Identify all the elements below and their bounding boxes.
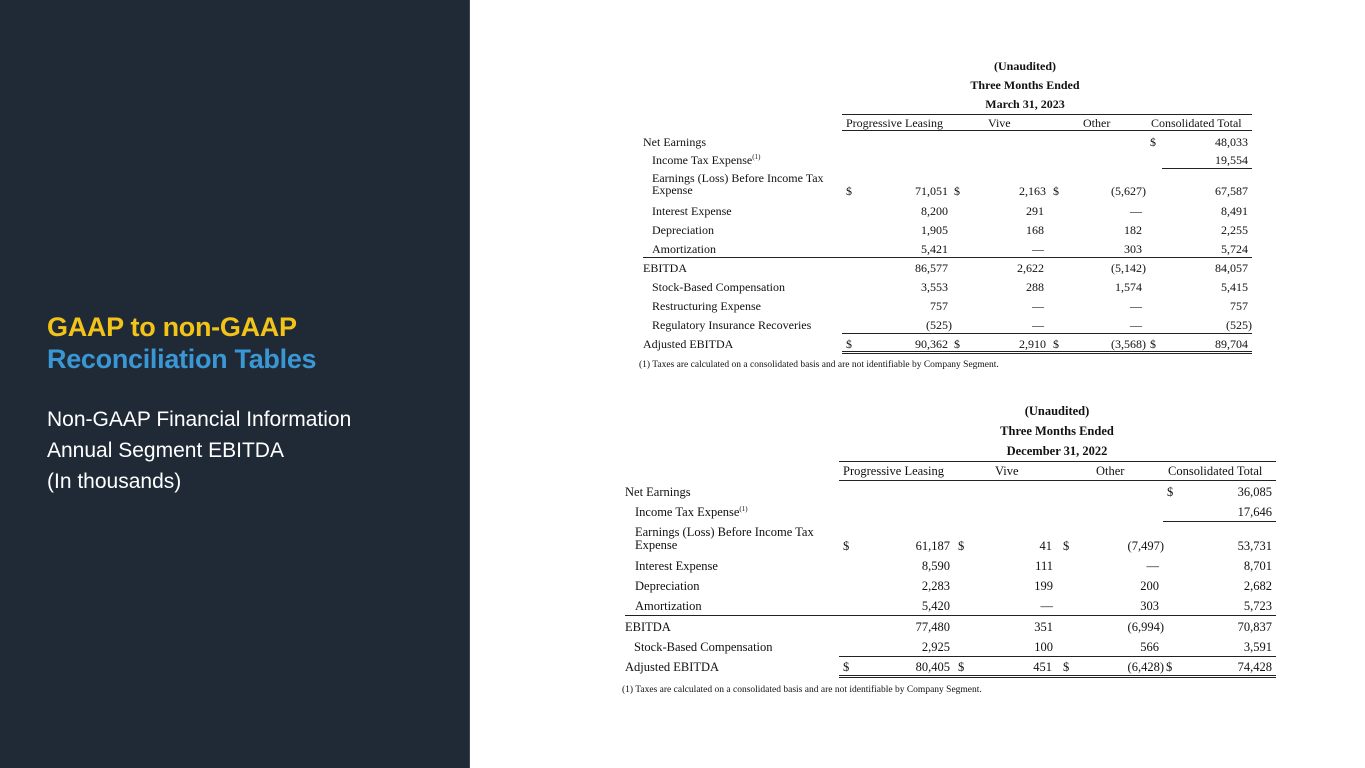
t2-col-other: Other (1096, 464, 1125, 478)
cell-vive: 100 (1034, 640, 1053, 654)
cell-progressive: 5,420 (921, 599, 950, 613)
row-label: Stock-Based Compensation (634, 640, 773, 654)
row-label-line1: Earnings (Loss) Before Income Tax (635, 525, 814, 539)
t2-footnote: (1) Taxes are calculated on a consolidated basis and are not identifiable by Company Segment. (622, 685, 982, 695)
t1-col-progressive: Progressive Leasing (846, 116, 943, 130)
row-label: Regulatory Insurance Recoveries (652, 318, 812, 332)
cell-other: (5,627) (1111, 184, 1146, 198)
row-label: Net Earnings (625, 485, 691, 499)
row-label: EBITDA (643, 261, 687, 275)
dollar-sign: $ (958, 539, 965, 553)
cell-vive: — (1032, 242, 1044, 256)
dollar-sign: $ (846, 337, 852, 351)
cell-vive: — (1032, 299, 1044, 313)
row-label: Depreciation (635, 579, 700, 593)
cell-progressive: 757 (930, 299, 948, 313)
cell-progressive: 71,051 (915, 184, 948, 198)
t1-col-vive: Vive (988, 116, 1011, 130)
footnote-marker: (1) (752, 153, 761, 161)
dollar-sign: $ (1150, 337, 1156, 351)
subtitle-line-3: (In thousands) (47, 470, 182, 493)
cell-total: 67,587 (1215, 184, 1248, 198)
cell-vive: 199 (1034, 579, 1053, 593)
cell-total: 74,428 (1237, 660, 1272, 674)
cell-total: 84,057 (1215, 261, 1248, 275)
cell-total: 8,701 (1243, 559, 1272, 573)
dollar-sign: $ (843, 539, 850, 553)
cell-progressive: 2,925 (921, 640, 950, 654)
cell-total: 3,591 (1243, 640, 1272, 654)
t1-col-total: Consolidated Total (1151, 116, 1242, 130)
cell-vive: 168 (1026, 223, 1044, 237)
t2-header-unaudited: (Unaudited) (1024, 404, 1090, 418)
cell-total: 2,255 (1221, 223, 1248, 237)
cell-vive: 2,910 (1019, 337, 1046, 351)
row-label: Interest Expense (652, 204, 732, 218)
cell-other: 1,574 (1115, 280, 1142, 294)
cell-progressive: (525) (926, 318, 952, 332)
cell-progressive: 2,283 (921, 579, 950, 593)
cell-other: (6,428) (1127, 660, 1164, 674)
dollar-sign: $ (843, 660, 850, 674)
cell-progressive: 80,405 (915, 660, 950, 674)
t1-header-period: Three Months Ended (970, 78, 1080, 92)
row-label: Adjusted EBITDA (643, 337, 734, 351)
t1-header-date: March 31, 2023 (985, 97, 1065, 111)
cell-other: 303 (1140, 599, 1159, 613)
cell-other: 182 (1124, 223, 1142, 237)
subtitle-line-2: Annual Segment EBITDA (47, 439, 284, 462)
row-label: Amortization (635, 599, 702, 613)
t2-col-vive: Vive (995, 464, 1019, 478)
row-label-line2: Expense (635, 538, 678, 552)
cell-total: 17,646 (1237, 505, 1272, 519)
dollar-sign: $ (1166, 660, 1173, 674)
cell-vive: — (1032, 318, 1044, 332)
cell-total: 2,682 (1243, 579, 1272, 593)
row-label-line1: Earnings (Loss) Before Income Tax (652, 171, 824, 185)
cell-vive: 451 (1033, 660, 1052, 674)
cell-total: 5,724 (1221, 242, 1248, 256)
cell-total: 36,085 (1237, 485, 1272, 499)
cell-other: — (1130, 299, 1142, 313)
dollar-sign: $ (1053, 337, 1059, 351)
cell-vive: 111 (1035, 559, 1053, 573)
row-label: Interest Expense (635, 559, 718, 573)
dollar-sign: $ (954, 337, 960, 351)
row-label: Depreciation (652, 223, 714, 237)
t2-header-date: December 31, 2022 (1006, 444, 1108, 458)
row-label: Amortization (652, 242, 716, 256)
t1-header-unaudited: (Unaudited) (993, 59, 1056, 73)
cell-total: 19,554 (1215, 153, 1248, 167)
cell-total: 5,415 (1221, 280, 1248, 294)
cell-other: 566 (1140, 640, 1159, 654)
row-label: Stock-Based Compensation (652, 280, 785, 294)
panel-edge (469, 0, 470, 768)
cell-progressive: 1,905 (921, 223, 948, 237)
cell-progressive: 8,200 (921, 204, 948, 218)
cell-vive: — (1040, 599, 1053, 613)
subtitle-line-1: Non-GAAP Financial Information (47, 408, 352, 431)
title-line-2: Reconciliation Tables (47, 344, 317, 374)
cell-total: 757 (1230, 299, 1248, 313)
cell-other: (3,568) (1111, 337, 1146, 351)
cell-progressive: 3,553 (921, 280, 948, 294)
cell-total: 48,033 (1215, 135, 1248, 149)
dollar-sign: $ (954, 184, 960, 198)
t2-col-total: Consolidated Total (1168, 464, 1263, 478)
dollar-sign: $ (1167, 485, 1174, 499)
cell-progressive: 8,590 (921, 559, 950, 573)
cell-vive: 291 (1026, 204, 1044, 218)
row-label: Income Tax Expense (635, 505, 740, 519)
cell-other: (6,994) (1127, 620, 1164, 634)
cell-total: 8,491 (1221, 204, 1248, 218)
cell-progressive: 77,480 (915, 620, 950, 634)
cell-other: 303 (1124, 242, 1142, 256)
footnote-marker: (1) (739, 504, 748, 513)
cell-total: 53,731 (1237, 539, 1272, 553)
cell-total: (525) (1226, 318, 1252, 332)
title-line-1: GAAP to non-GAAP (47, 312, 297, 342)
dollar-sign: $ (958, 660, 965, 674)
t1-footnote: (1) Taxes are calculated on a consolidated basis and are not identifiable by Company Segment. (639, 360, 999, 370)
cell-other: — (1130, 318, 1142, 332)
t2-col-progressive: Progressive Leasing (843, 464, 945, 478)
cell-progressive: 61,187 (915, 539, 950, 553)
row-label: Net Earnings (643, 135, 706, 149)
dollar-sign: $ (1053, 184, 1059, 198)
cell-other: — (1130, 204, 1142, 218)
cell-total: 70,837 (1237, 620, 1272, 634)
cell-other: (5,142) (1111, 261, 1146, 275)
cell-vive: 41 (1039, 539, 1052, 553)
t2-header-period: Three Months Ended (1000, 424, 1114, 438)
row-label: EBITDA (625, 620, 671, 634)
row-label-line2: Expense (652, 183, 693, 197)
left-panel (0, 0, 470, 768)
dollar-sign: $ (1063, 660, 1070, 674)
dollar-sign: $ (1063, 539, 1070, 553)
cell-progressive: 86,577 (915, 261, 948, 275)
row-label: Adjusted EBITDA (625, 660, 720, 674)
t1-col-other: Other (1083, 116, 1111, 130)
cell-other: (7,497) (1127, 539, 1164, 553)
row-label: Income Tax Expense (652, 153, 753, 167)
cell-vive: 288 (1026, 280, 1044, 294)
cell-vive: 351 (1034, 620, 1053, 634)
cell-vive: 2,622 (1017, 261, 1044, 275)
row-label: Restructuring Expense (652, 299, 761, 313)
cell-progressive: 5,421 (921, 242, 948, 256)
dollar-sign: $ (846, 184, 852, 198)
cell-total: 89,704 (1215, 337, 1248, 351)
cell-other: — (1146, 559, 1159, 573)
cell-other: 200 (1140, 579, 1159, 593)
cell-progressive: 90,362 (915, 337, 948, 351)
cell-vive: 2,163 (1019, 184, 1046, 198)
dollar-sign: $ (1150, 135, 1156, 149)
cell-total: 5,723 (1243, 599, 1272, 613)
